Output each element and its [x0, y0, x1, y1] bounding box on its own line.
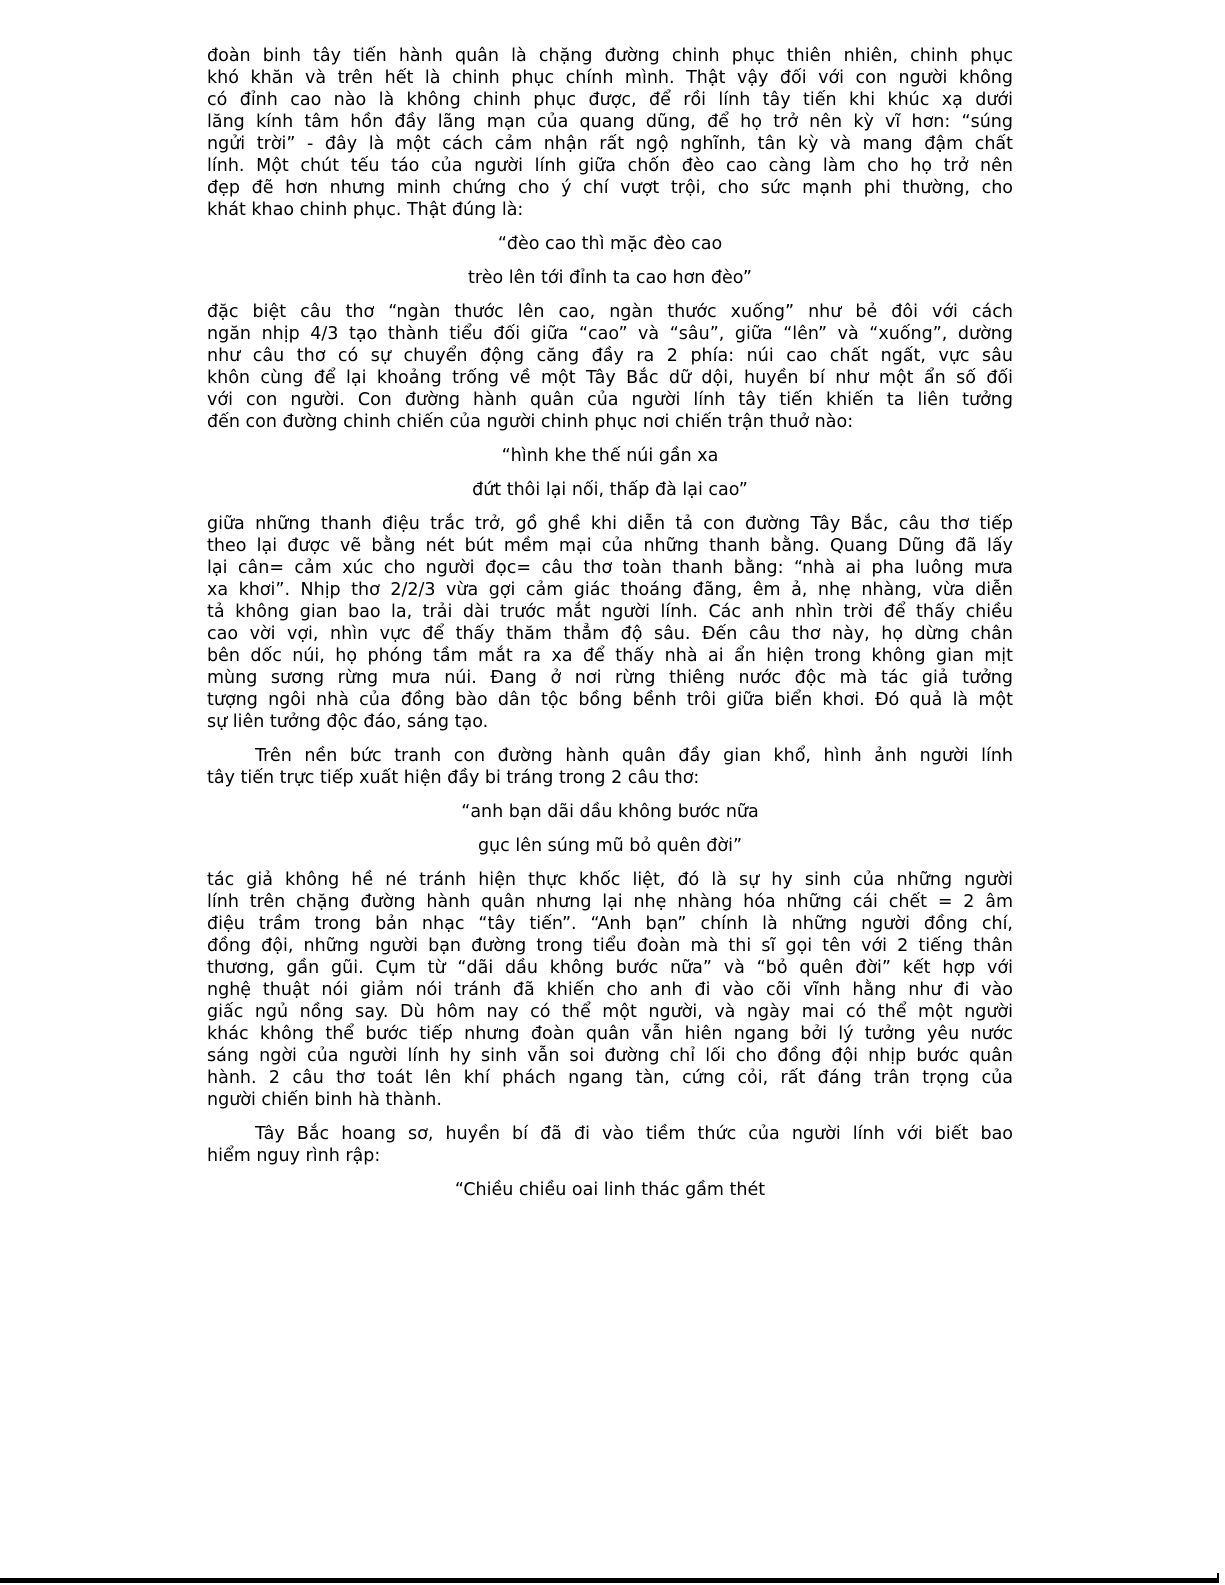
- paragraph-line: khát khao chinh phục. Thật đúng là:: [207, 200, 524, 220]
- verse-block: [207, 445, 1013, 467]
- paragraph-line: tây tiến trực tiếp xuất hiện đầy bi tráng trong 2 câu thơ:: [207, 768, 700, 788]
- verse-block: [207, 801, 1013, 823]
- paragraph-line: xa khơi”. Nhịp thơ 2/2/3 vừa gợi cảm giác thoáng đãng, êm ả, nhẹ nhàng, vừa diễn: [207, 580, 1013, 600]
- paragraph-line: lính trên chặng đường hành quân nhưng lại nhẹ nhàng hóa những cái chết = 2 âm: [207, 892, 1013, 912]
- paragraph: [207, 1123, 1013, 1167]
- paragraph-line: sự liên tưởng độc đáo, sáng tạo.: [207, 712, 489, 732]
- verse-line: “Chiều chiều oai linh thác gầm thét: [454, 1180, 766, 1200]
- paragraph-line: hành. 2 câu thơ toát lên khí phách ngang tàn, cứng cỏi, rất đáng trân trọng của: [207, 1068, 1013, 1088]
- paragraph-line: đẹp đẽ hơn nhưng minh chứng cho ý chí vượt trội, cho sức mạnh phi thường, cho: [207, 178, 1013, 198]
- paragraph-line: giữa những thanh điệu trắc trở, gồ ghề khi diễn tả con đường Tây Bắc, câu thơ tiếp: [207, 514, 1013, 534]
- paragraph-line: tượng ngôi nhà của đồng bào dân tộc bồng bềnh trôi giữa biển khơi. Đó quả là một: [207, 690, 1013, 710]
- paragraph-line: lăng kính tâm hồn đầy lãng mạn của quang dũng, để họ trở nên kỳ vĩ hơn: “súng: [207, 112, 1013, 132]
- paragraph-line: Trên nền bức tranh con đường hành quân đầy gian khổ, hình ảnh người lính: [255, 746, 1013, 766]
- paragraph-line: điệu trầm trong bản nhạc “tây tiến”. “Anh bạn” chính là những người đồng chí,: [207, 914, 1013, 934]
- paragraph-line: hiểm nguy rình rập:: [207, 1146, 381, 1166]
- verse-line: trèo lên tới đỉnh ta cao hơn đèo”: [468, 268, 752, 288]
- paragraph-line: tác giả không hề né tránh hiện thực khốc liệt, đó là sự hy sinh của những người: [207, 870, 1013, 890]
- verse-block: [207, 233, 1013, 255]
- paragraph-line: có đỉnh cao nào là không chinh phục được, để rồi lính tây tiến khi khúc xạ dưới: [207, 90, 1013, 110]
- paragraph-line: khó khăn và trên hết là chinh phục chính mình. Thật vậy đối với con người không: [207, 68, 1013, 88]
- paragraph-line: theo lại được vẽ bằng nét bút mềm mại của những thanh bằng. Quang Dũng đã lấy: [207, 536, 1013, 556]
- paragraph: [207, 513, 1013, 733]
- paragraph-line: như câu thơ có sự chuyển động căng đầy ra 2 phía: núi cao chất ngất, vực sâu: [207, 346, 1013, 366]
- bottom-divider: [0, 1578, 1219, 1583]
- verse-block: [207, 267, 1013, 289]
- paragraph: [207, 301, 1013, 433]
- paragraph-line: mùng sương rừng mưa núi. Đang ở nơi rừng thiêng nước độc mà tác giả tưởng: [207, 668, 1013, 688]
- verse-line: gục lên súng mũ bỏ quên đời”: [477, 836, 743, 856]
- paragraph-line: đoàn binh tây tiến hành quân là chặng đường chinh phục thiên nhiên, chinh phục: [207, 46, 1013, 66]
- paragraph-line: lính. Một chút tếu táo của người lính giữa chốn đèo cao càng làm cho họ trở nên: [207, 156, 1013, 176]
- paragraph-line: đến con đường chinh chiến của người chinh phục nơi chiến trận thuở nào:: [207, 412, 854, 432]
- paragraph-line: tả không gian bao la, trải dài trước mắt người lính. Các anh nhìn trời để thấy chiều: [207, 602, 1013, 622]
- paragraph: [207, 45, 1013, 221]
- paragraph-line: cao vời vợi, nhìn vực để thấy thăm thẳm độ sâu. Đến câu thơ này, họ dừng chân: [207, 624, 1013, 644]
- paragraph-line: khác không thể bước tiếp nhưng đoàn quân vẫn hiên ngang bởi lý tưởng yêu nước: [207, 1024, 1013, 1044]
- verse-block: [207, 479, 1013, 501]
- verse-line: “hình khe thế núi gần xa: [501, 446, 719, 466]
- verse-line: “anh bạn dãi dầu không bước nữa: [461, 802, 759, 822]
- paragraph-line: bên dốc núi, họ phóng tầm mắt ra xa để thấy nhà ai ẩn hiện trong không gian mịt: [207, 646, 1013, 666]
- paragraph-line: Tây Bắc hoang sơ, huyền bí đã đi vào tiềm thức của người lính với biết bao: [255, 1124, 1013, 1144]
- paragraph-line: giấc ngủ nồng say. Dù hôm nay có thể một người, và ngày mai có thể một người: [207, 1002, 1013, 1022]
- paragraph: [207, 869, 1013, 1111]
- paragraph-line: ngăn nhịp 4/3 tạo thành tiểu đối giữa “cao” và “sâu”, giữa “lên” và “xuống”, dường: [207, 324, 1013, 344]
- paragraph-line: thương, gần gũi. Cụm từ “dãi dầu không bước nữa” và “bỏ quên đời” kết hợp với: [207, 958, 1013, 978]
- bottom-divider-tick: [1217, 1573, 1219, 1583]
- paragraph-line: đặc biệt câu thơ “ngàn thước lên cao, ngàn thước xuống” như bẻ đôi với cách: [207, 302, 1013, 322]
- paragraph-line: người chiến binh hà thành.: [207, 1090, 442, 1110]
- verse-block: [207, 835, 1013, 857]
- verse-block: [207, 1179, 1013, 1201]
- text-column: [207, 45, 1013, 1213]
- paragraph-line: khôn cùng để lại khoảng trống về một Tây Bắc dữ dội, huyền bí như một ẩn số đối: [207, 368, 1013, 388]
- paragraph-line: sáng ngời của người lính hy sinh vẫn soi đường chỉ lối cho đồng đội nhịp bước quân: [207, 1046, 1013, 1066]
- verse-line: “đèo cao thì mặc đèo cao: [497, 234, 723, 254]
- paragraph-line: ngửi trời” - đây là một cách cảm nhận rất ngộ nghĩnh, tân kỳ và mang đậm chất: [207, 134, 1013, 154]
- paragraph-line: nghệ thuật nói giảm nói tránh đã khiến cho anh đi vào cõi vĩnh hằng như đi vào: [207, 980, 1013, 1000]
- paragraph-line: với con người. Con đường hành quân của người lính tây tiến khiến ta liên tưởng: [207, 390, 1013, 410]
- verse-line: đứt thôi lại nối, thấp đà lại cao”: [472, 480, 748, 500]
- paragraph-line: lại cân= cảm xúc cho người đọc= câu thơ toàn thanh bằng: “nhà ai pha luông mưa: [207, 558, 1013, 578]
- paragraph: [207, 745, 1013, 789]
- paragraph-line: đồng đội, những người bạn đường trong tiểu đoàn mà thi sĩ gọi tên với 2 tiếng thân: [207, 936, 1013, 956]
